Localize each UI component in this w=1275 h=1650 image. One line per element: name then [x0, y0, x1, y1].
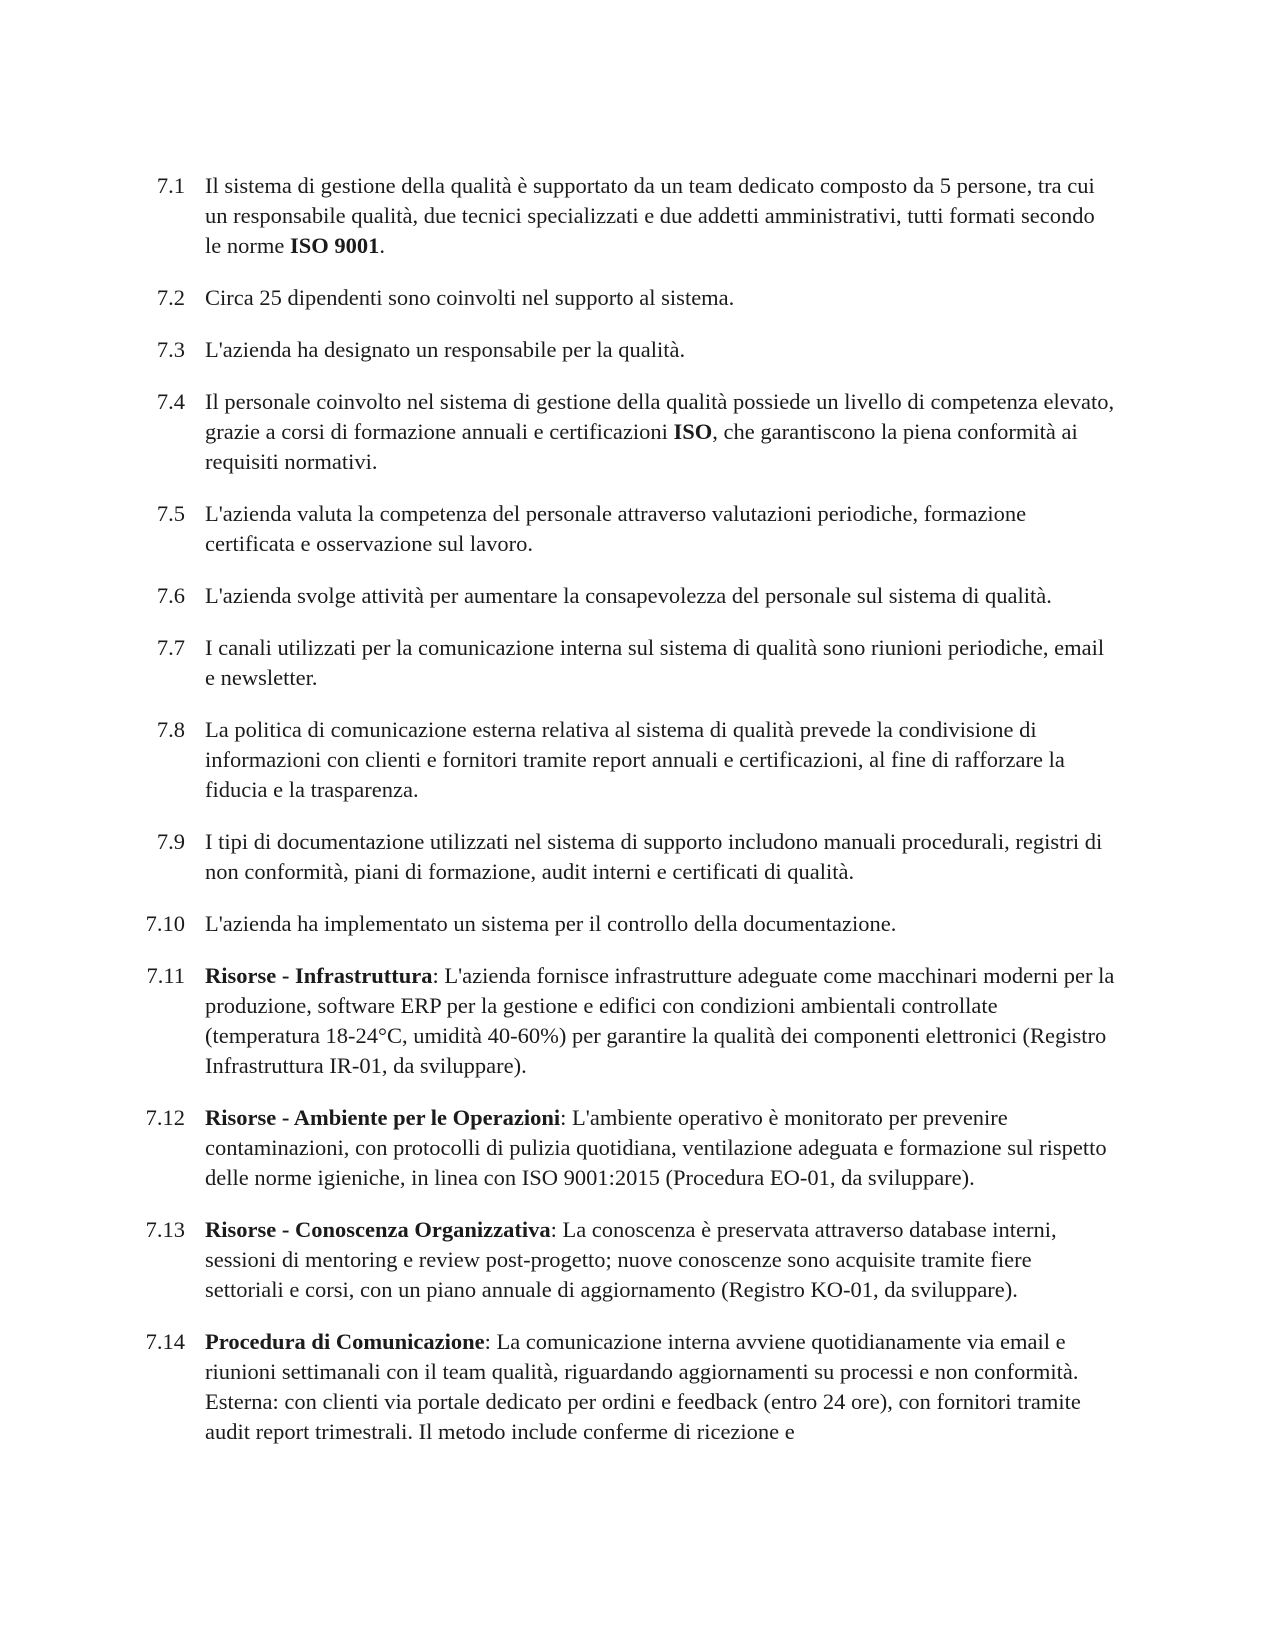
bold-text: ISO: [673, 419, 713, 444]
list-item: [0, 961, 1275, 1081]
item-number: 7.7: [156, 635, 185, 660]
list-item: [0, 283, 1275, 313]
list-item: [0, 1327, 1275, 1447]
list-item: [0, 171, 1275, 261]
item-number: 7.6: [156, 583, 185, 608]
item-number: 7.4: [156, 389, 185, 414]
item-text: Risorse - Ambiente per le Operazioni: L'ambiente operativo è monitorato per prevenire contaminazioni, con protocolli di pulizia quotidiana, ventilazione adeguata e formazione sul rispetto delle norme igieniche, in linea con ISO 9001:2015 (Procedura EO-01, da sviluppare).: [205, 1105, 1107, 1190]
item-text: I canali utilizzati per la comunicazione interna sul sistema di qualità sono riunioni periodiche, email e newsletter.: [205, 635, 1105, 690]
item-number: 7.5: [156, 501, 185, 526]
item-text: I tipi di documentazione utilizzati nel sistema di supporto includono manuali procedurali, registri di non conformità, piani di formazione, audit interni e certificati di qualità.: [205, 829, 1103, 884]
item-number: 7.8: [156, 717, 185, 742]
item-text: L'azienda ha implementato un sistema per il controllo della documentazione.: [205, 911, 897, 936]
item-text: Il sistema di gestione della qualità è supportato da un team dedicato composto da 5 persone, tra cui un responsabile qualità, due tecnici specializzati e due addetti amministrativi, tutti formati secondo le norme ISO 9001.: [205, 173, 1095, 258]
item-text: Circa 25 dipendenti sono coinvolti nel supporto al sistema.: [205, 285, 735, 310]
bold-text: Risorse - Conoscenza Organizzativa: [205, 1217, 551, 1242]
list-item: [0, 387, 1275, 477]
item-text: Risorse - Conoscenza Organizzativa: La conoscenza è preservata attraverso database interni, sessioni di mentoring e review post-progetto; nuove conoscenze sono acquisite tramite fiere settoriali e corsi, con un piano annuale di aggiornamento (Registro KO-01, da sviluppare).: [205, 1217, 1057, 1302]
list-item: [0, 499, 1275, 559]
list-item: [0, 335, 1275, 365]
bold-text: Risorse - Infrastruttura: [205, 963, 433, 988]
item-number: 7.12: [145, 1105, 185, 1130]
item-number: 7.13: [145, 1217, 185, 1242]
item-number: 7.11: [146, 963, 185, 988]
item-text: La politica di comunicazione esterna relativa al sistema di qualità prevede la condivisione di informazioni con clienti e fornitori tramite report annuali e certificazioni, al fine di rafforzare la fiducia e la trasparenza.: [205, 717, 1065, 802]
item-number: 7.10: [145, 911, 185, 936]
item-text: Risorse - Infrastruttura: L'azienda fornisce infrastrutture adeguate come macchinari moderni per la produzione, software ERP per la gestione e edifici con condizioni ambientali controllate (temperatura 18-24°C, umidità 40-60%) per garantire la qualità dei componenti elettronici (Registro Infrastruttura IR-01, da sviluppare).: [205, 963, 1115, 1078]
bold-text: Risorse - Ambiente per le Operazioni: [205, 1105, 561, 1130]
list-item: [0, 909, 1275, 939]
list-item: [0, 1103, 1275, 1193]
item-number: 7.3: [156, 337, 185, 362]
item-text: Procedura di Comunicazione: La comunicazione interna avviene quotidianamente via email e riunioni settimanali con il team qualità, riguardando aggiornamenti su processi e non conformità. Esterna: con clienti via portale dedicato per ordini e feedback (entro 24 ore), con fornitori tramite audit report trimestrali. Il metodo include conferme di ricezione e: [205, 1329, 1081, 1444]
list-item: [0, 633, 1275, 693]
item-number: 7.1: [156, 173, 185, 198]
bold-text: Procedura di Comunicazione: [205, 1329, 485, 1354]
list-item: [0, 715, 1275, 805]
item-text: Il personale coinvolto nel sistema di gestione della qualità possiede un livello di competenza elevato, grazie a corsi di formazione annuali e certificazioni ISO, che garantiscono la piena conformità ai requisiti normativi.: [205, 389, 1115, 474]
list-item: [0, 581, 1275, 611]
item-number: 7.14: [145, 1329, 185, 1354]
item-text: L'azienda valuta la competenza del personale attraverso valutazioni periodiche, formazione certificata e osservazione sul lavoro.: [205, 501, 1027, 556]
item-text: L'azienda svolge attività per aumentare la consapevolezza del personale sul sistema di qualità.: [205, 583, 1052, 608]
item-number: 7.2: [156, 285, 185, 310]
item-number: 7.9: [156, 829, 185, 854]
list-item: [0, 1215, 1275, 1305]
list-item: [0, 827, 1275, 887]
bold-text: ISO 9001: [289, 233, 380, 258]
item-text: L'azienda ha designato un responsabile per la qualità.: [205, 337, 686, 362]
